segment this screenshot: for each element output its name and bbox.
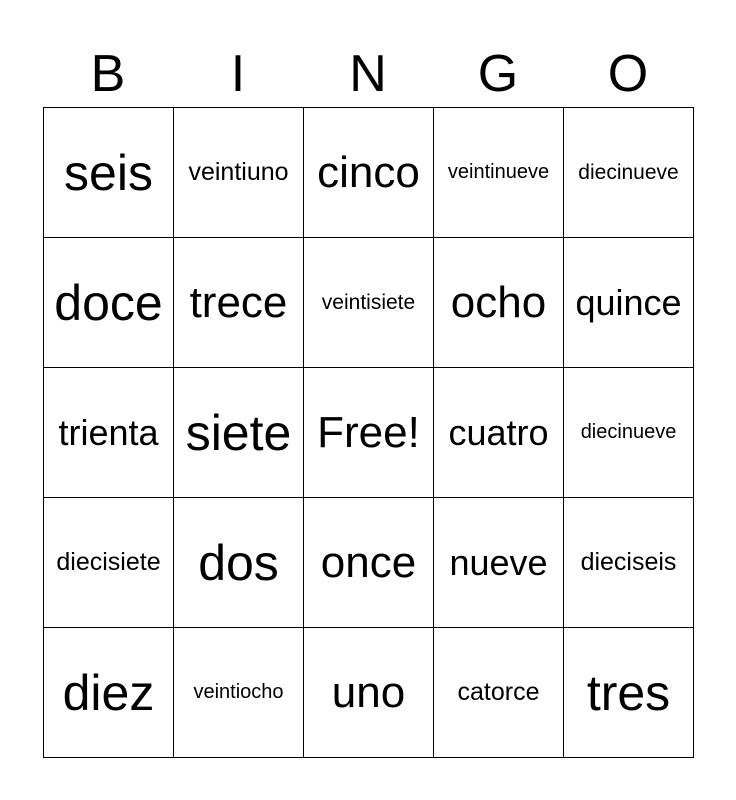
bingo-cell[interactable]: [303, 627, 434, 758]
cell-label: tres: [586, 664, 671, 721]
cell-label: veintiuno: [188, 158, 289, 186]
bingo-header: [43, 40, 693, 108]
bingo-cell[interactable]: [43, 627, 174, 758]
header-letter-i: I: [230, 45, 246, 103]
bingo-cell[interactable]: [433, 237, 564, 368]
cell-label: seis: [64, 144, 153, 201]
cell-label: catorce: [457, 678, 540, 706]
cell-label: veintinueve: [447, 161, 550, 183]
bingo-cell[interactable]: [563, 367, 694, 498]
cell-label: diecisiete: [56, 548, 161, 576]
cell-label: dos: [198, 534, 279, 591]
cell-label: dieciseis: [580, 548, 677, 576]
cell-label: veintisiete: [321, 290, 416, 314]
cell-label: cuatro: [448, 411, 549, 453]
cell-label: cinco: [317, 147, 420, 197]
bingo-cell[interactable]: [173, 497, 304, 628]
cell-label: veintiocho: [193, 681, 284, 703]
bingo-cell[interactable]: [43, 367, 174, 498]
cell-label: doce: [54, 274, 163, 331]
bingo-cell[interactable]: [433, 497, 564, 628]
bingo-cell[interactable]: [173, 237, 304, 368]
bingo-cell[interactable]: [43, 497, 174, 628]
cell-label: trienta: [58, 411, 159, 453]
bingo-cell[interactable]: [433, 627, 564, 758]
cell-label: ocho: [450, 277, 547, 327]
cell-label: diecinueve: [580, 421, 677, 443]
cell-label: once: [320, 537, 417, 587]
bingo-cell[interactable]: [563, 627, 694, 758]
free-space-label: Free!: [317, 407, 420, 457]
header-letter-b: B: [90, 45, 126, 103]
bingo-cell[interactable]: [303, 107, 434, 238]
cell-label: diecinueve: [578, 160, 679, 184]
bingo-cell[interactable]: [43, 237, 174, 368]
bingo-cell[interactable]: [563, 497, 694, 628]
bingo-cell[interactable]: [173, 367, 304, 498]
header-letter-g: G: [477, 45, 519, 103]
bingo-cell[interactable]: [303, 497, 434, 628]
bingo-cell[interactable]: [563, 107, 694, 238]
cell-label: quince: [575, 281, 682, 323]
bingo-cell[interactable]: [173, 107, 304, 238]
bingo-cell[interactable]: [563, 237, 694, 368]
bingo-cell[interactable]: [173, 627, 304, 758]
bingo-cell[interactable]: [433, 107, 564, 238]
bingo-cell[interactable]: [303, 237, 434, 368]
cell-label: siete: [185, 404, 292, 461]
header-letter-n: N: [349, 45, 387, 103]
header-letter-o: O: [607, 45, 649, 103]
bingo-board: [43, 107, 693, 757]
cell-label: diez: [62, 664, 155, 721]
cell-label: trece: [189, 277, 288, 327]
cell-label: nueve: [449, 541, 548, 583]
bingo-cell[interactable]: [43, 107, 174, 238]
cell-label: uno: [331, 667, 406, 717]
free-space-cell[interactable]: [303, 367, 434, 498]
bingo-cell[interactable]: [433, 367, 564, 498]
